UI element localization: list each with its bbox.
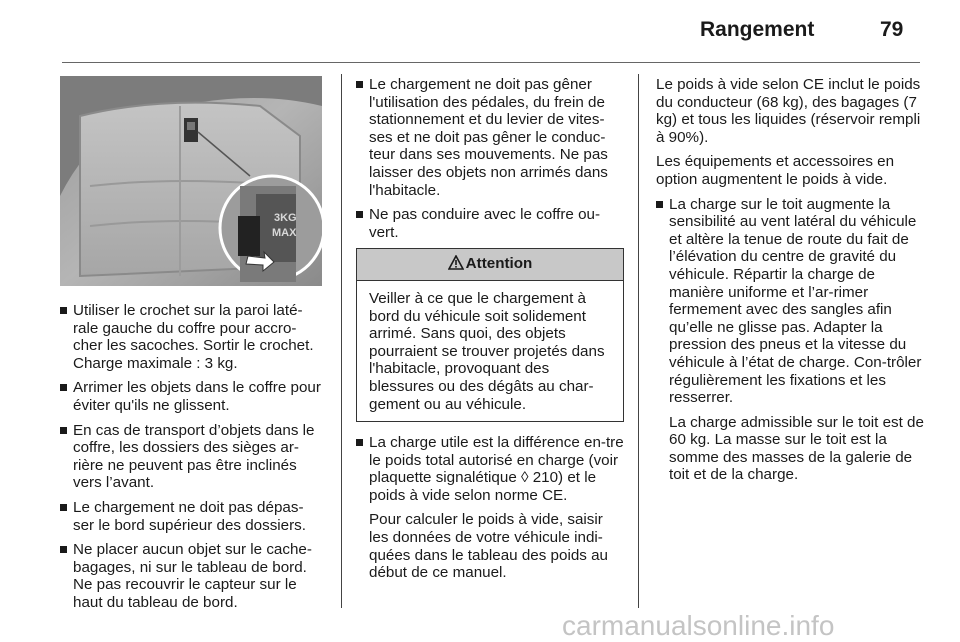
column-separator	[341, 74, 342, 608]
page-number: 79	[880, 18, 904, 41]
watermark: carmanualsonline.info	[562, 610, 835, 641]
hook-label-max: MAX	[272, 227, 297, 239]
list-item: La charge utile est la différence en-tre le poids total autorisé en charge (voir plaquette signalétique ◊ 210) et le poids à vide selon norme CE.	[356, 434, 624, 504]
list-item-continuation: Pour calculer le poids à vide, saisir les données de votre véhicule indi-quées dans le tableau des poids au début de ce manuel.	[369, 511, 608, 582]
list-item: Le chargement ne doit pas dépas-ser le bord supérieur des dossiers.	[60, 499, 324, 534]
column-2	[356, 76, 624, 589]
warning-triangle-icon	[448, 255, 464, 270]
column-3	[656, 76, 924, 491]
list-item: Le chargement ne doit pas gêner l'utilisation des pédales, du frein de stationnement et du levier de vites-ses et ne doit pas gêner le conduc-teur dans ses mouvements. Ne pas laisser des objets non arrimés dans l'habitacle.	[356, 76, 624, 199]
trunk-hook-illustration	[60, 76, 322, 286]
list-item: Ne pas conduire avec le coffre ou-vert.	[356, 206, 624, 241]
column-1	[60, 76, 324, 619]
warning-box	[356, 248, 624, 422]
warning-text: Veiller à ce que le chargement à bord du véhicule soit solidement arrimé. Sans quoi, des objets pourraient se trouver projetés dans l'habitacle, provoquant des blessures ou des dégâts au char-gement ou au véhicule.	[369, 289, 605, 413]
list-item: Arrimer les objets dans le coffre pour éviter qu'ils ne glissent.	[60, 379, 324, 414]
warning-heading: Attention	[357, 249, 623, 281]
paragraph: Le poids à vide selon CE inclut le poids du conducteur (68 kg), des bagages (7 kg) et tous les liquides (réservoir rempli à 90%).	[656, 76, 921, 146]
hook-label-weight: 3KG	[274, 212, 297, 224]
header-rule	[62, 62, 920, 63]
list-item: Utiliser le crochet sur la paroi laté-rale gauche du coffre pour accro-cher les sacoches. Sortir le crochet. Charge maximale : 3 kg.	[60, 302, 324, 372]
hook-image	[60, 76, 322, 286]
page-title: Rangement	[700, 18, 815, 41]
list-item: La charge sur le toit augmente la sensibilité au vent latéral du véhicule et altère la tenue de route du fait de l’élévation du centre de gravité du véhicule. Répartir la charge de manière uniforme et l’ar-rimer fermement avec des sangles afin qu’elle ne glisse pas. Adapter la pression des pneus et la vitesse du véhicule à l’état de charge. Con-trôler régulièrement les fixations et les resserrer.	[656, 196, 924, 407]
column-separator	[638, 74, 639, 608]
paragraph: Les équipements et accessoires en option augmentent le poids à vide.	[656, 153, 895, 188]
list-item-continuation: La charge admissible sur le toit est de 60 kg. La masse sur le toit est la somme des masses de la galerie de toit et de la charge.	[669, 413, 924, 484]
list-item: En cas de transport d’objets dans le coffre, les dossiers des sièges ar-rière ne peuvent pas être inclinés vers l’avant.	[60, 422, 324, 492]
list-item: Ne placer aucun objet sur le cache-bagages, ni sur le tableau de bord. Ne pas recouvrir le capteur sur le haut du tableau de bord.	[60, 541, 324, 611]
